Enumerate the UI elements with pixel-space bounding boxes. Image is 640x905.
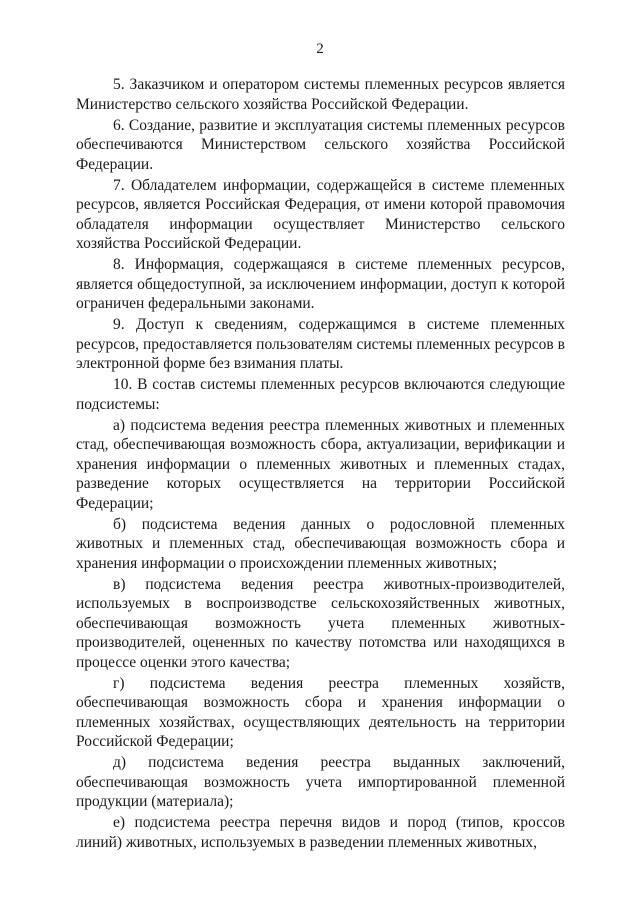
subsystem-item-a: а) подсистема ведения реестра племенных животных и племенных стад, обеспечивающая возможность сбора, актуализации, верификации и хранения информации о племенных животных и племенных стадах, разведение которых осуществляется на территории Российской Федерации; [76, 416, 565, 512]
subsystem-item-d: д) подсистема ведения реестра выданных заключений, обеспечивающая возможность учета импортированной племенной продукции (материала); [76, 754, 565, 810]
paragraph-9: 9. Доступ к сведениям, содержащимся в системе племенных ресурсов, предоставляется пользователям системы племенных ресурсов в электронной форме без взимания платы. [76, 316, 565, 372]
paragraph-6: 6. Создание, развитие и эксплуатация системы племенных ресурсов обеспечиваются Министерством сельского хозяйства Российской Федерации. [76, 116, 565, 173]
paragraph-7: 7. Обладателем информации, содержащейся в системе племенных ресурсов, является Российская Федерация, от имени которой правомочия обладателя информации осуществляет Министерство сельского хозяйства Российской Федерации. [76, 176, 565, 252]
subsystem-item-b: б) подсистема ведения данных о родословной племенных животных и племенных стад, обеспечивающая возможность сбора и хранения информации о происхождении племенных животных; [76, 515, 565, 572]
subsystem-item-e: е) подсистема реестра перечня видов и пород (типов, кроссов линий) животных, используемых в разведении племенных животных, [76, 814, 565, 851]
subsystem-item-v: в) подсистема ведения реестра животных-производителей, используемых в воспроизводстве сельскохозяйственных животных, обеспечивающая возможность учета племенных животных-производителей, оцененных по качеству потомства или находящихся в процессе оценки этого качества; [76, 575, 565, 671]
page-number: 2 [316, 41, 324, 57]
paragraph-5: 5. Заказчиком и оператором системы племенных ресурсов является Министерство сельского хозяйства Российской Федерации. [76, 76, 565, 113]
paragraph-8: 8. Информация, содержащаяся в системе племенных ресурсов, является общедоступной, за исключением информации, доступ к которой ограничен федеральными законами. [76, 256, 565, 312]
paragraph-10: 10. В состав системы племенных ресурсов включаются следующие подсистемы: [76, 376, 565, 413]
document-body [76, 75, 565, 854]
subsystem-item-g: г) подсистема ведения реестра племенных хозяйств, обеспечивающая возможность сбора и хранения информации о племенных хозяйствах, осуществляющих деятельность на территории Российской Федерации; [76, 674, 565, 750]
